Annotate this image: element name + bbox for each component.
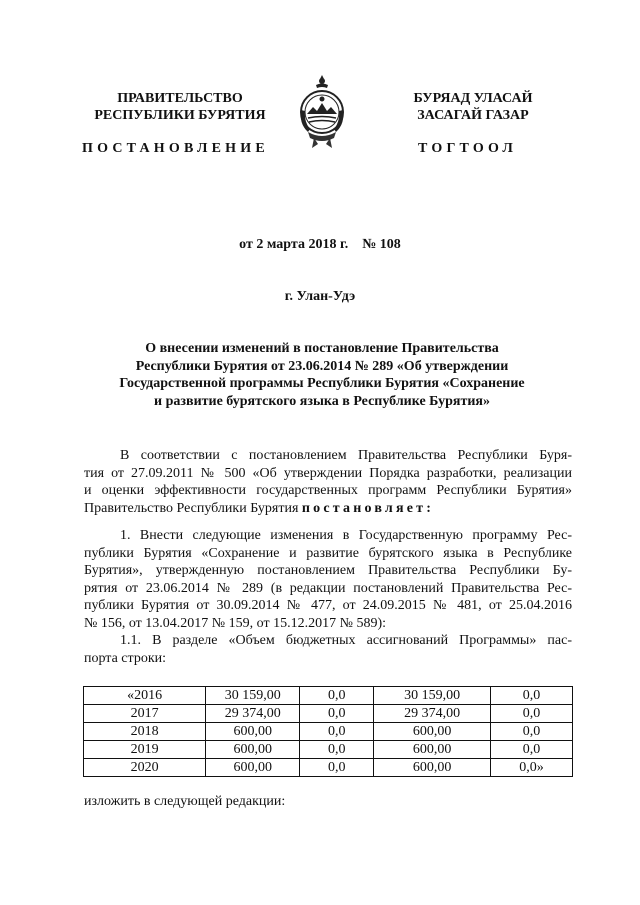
budget-table [83, 686, 573, 777]
table-row [84, 723, 573, 741]
table-cell: 0,0 [300, 705, 374, 723]
table-cell: 0,0 [491, 687, 573, 705]
item-1-1-line: порта строки: [84, 650, 166, 666]
title-line: О внесении изменений в постановление Правительства [145, 341, 499, 356]
item-1-paragraph [84, 527, 572, 632]
item-1-line: публики Бурятия «Сохранение и развитие бурятского языка в Республике [84, 545, 572, 561]
table-row [84, 705, 573, 723]
table-cell: 0,0 [300, 687, 374, 705]
resolution-word: постановляет: [301, 500, 435, 516]
table-cell: 2020 [84, 759, 206, 777]
header-right-line: БУРЯАД УЛАСАЙ [413, 91, 533, 106]
table-cell: 600,00 [374, 759, 491, 777]
header-left-block [80, 90, 280, 124]
table-row [84, 741, 573, 759]
title-line: и развитие бурятского языка в Республике Бурятия» [154, 393, 490, 409]
coat-of-arms-icon [296, 74, 348, 150]
document-title [80, 340, 564, 410]
item-1-1-line: 1.1. В разделе «Объем бюджетных ассигнований Программы» пас- [120, 633, 572, 648]
preamble-line: тия от 27.09.2011 № 500 «Об утверждении Порядка разработки, реализации [84, 465, 572, 481]
preamble-paragraph [84, 447, 572, 517]
table-cell: 0,0 [300, 741, 374, 759]
table-cell: 30 159,00 [374, 687, 491, 705]
preamble-prefix: Правительство Республики Бурятия [84, 500, 302, 516]
table-cell: «2016 [84, 687, 206, 705]
closing-text: изложить в следующей редакции: [84, 794, 286, 809]
table-row [84, 687, 573, 705]
doc-type-ru: ПОСТАНОВЛЕНИЕ [82, 141, 269, 156]
table-cell: 30 159,00 [206, 687, 300, 705]
item-1-line: публики Бурятия от 30.09.2014 № 477, от 24.09.2015 № 481, от 25.04.2016 [84, 598, 572, 613]
table-cell: 0,0 [300, 759, 374, 777]
table-row [84, 759, 573, 777]
table-cell: 600,00 [374, 741, 491, 759]
header-right-line: ЗАСАГАЙ ГАЗАР [417, 108, 529, 123]
table-cell: 600,00 [374, 723, 491, 741]
header-left-line: РЕСПУБЛИКИ БУРЯТИЯ [94, 108, 266, 123]
table-cell: 600,00 [206, 741, 300, 759]
header-right-block [378, 90, 568, 124]
document-city: г. Улан-Удэ [284, 289, 356, 304]
table-cell: 0,0 [491, 705, 573, 723]
preamble-last-line [84, 500, 572, 518]
table-cell: 0,0 [491, 741, 573, 759]
table-cell: 2017 [84, 705, 206, 723]
item-1-line: № 156, от 13.04.2017 № 159, от 15.12.2017 № 589): [84, 615, 386, 631]
table-cell: 0,0 [491, 723, 573, 741]
item-1-1-paragraph [84, 632, 572, 667]
table-cell: 29 374,00 [374, 705, 491, 723]
table-cell: 600,00 [206, 759, 300, 777]
table-cell: 600,00 [206, 723, 300, 741]
item-1-line: Бурятия», утвержденную постановлением Правительства Республики Бу- [84, 563, 572, 578]
table-cell: 0,0» [491, 759, 573, 777]
header-left-line: ПРАВИТЕЛЬСТВО [117, 91, 243, 106]
item-1-line: рятия от 23.06.2014 № 289 (в редакции постановлений Правительства Рес- [84, 580, 572, 596]
doc-type-bua: ТОГТООЛ [418, 141, 518, 156]
table-cell: 0,0 [300, 723, 374, 741]
document-date-number: от 2 марта 2018 г. № 108 [239, 237, 401, 252]
table-cell: 2019 [84, 741, 206, 759]
preamble-line: и оценки эффективности государственных программ Республики Бурятия» [84, 483, 572, 498]
item-1-line: 1. Внести следующие изменения в Государственную программу Рес- [120, 528, 572, 543]
table-cell: 29 374,00 [206, 705, 300, 723]
title-line: Республики Бурятия от 23.06.2014 № 289 «Об утверждении [135, 358, 509, 374]
table-cell: 2018 [84, 723, 206, 741]
title-line: Государственной программы Республики Бурятия «Сохранение [119, 376, 525, 391]
preamble-line: В соответствии с постановлением Правительства Республики Буря- [120, 448, 572, 463]
